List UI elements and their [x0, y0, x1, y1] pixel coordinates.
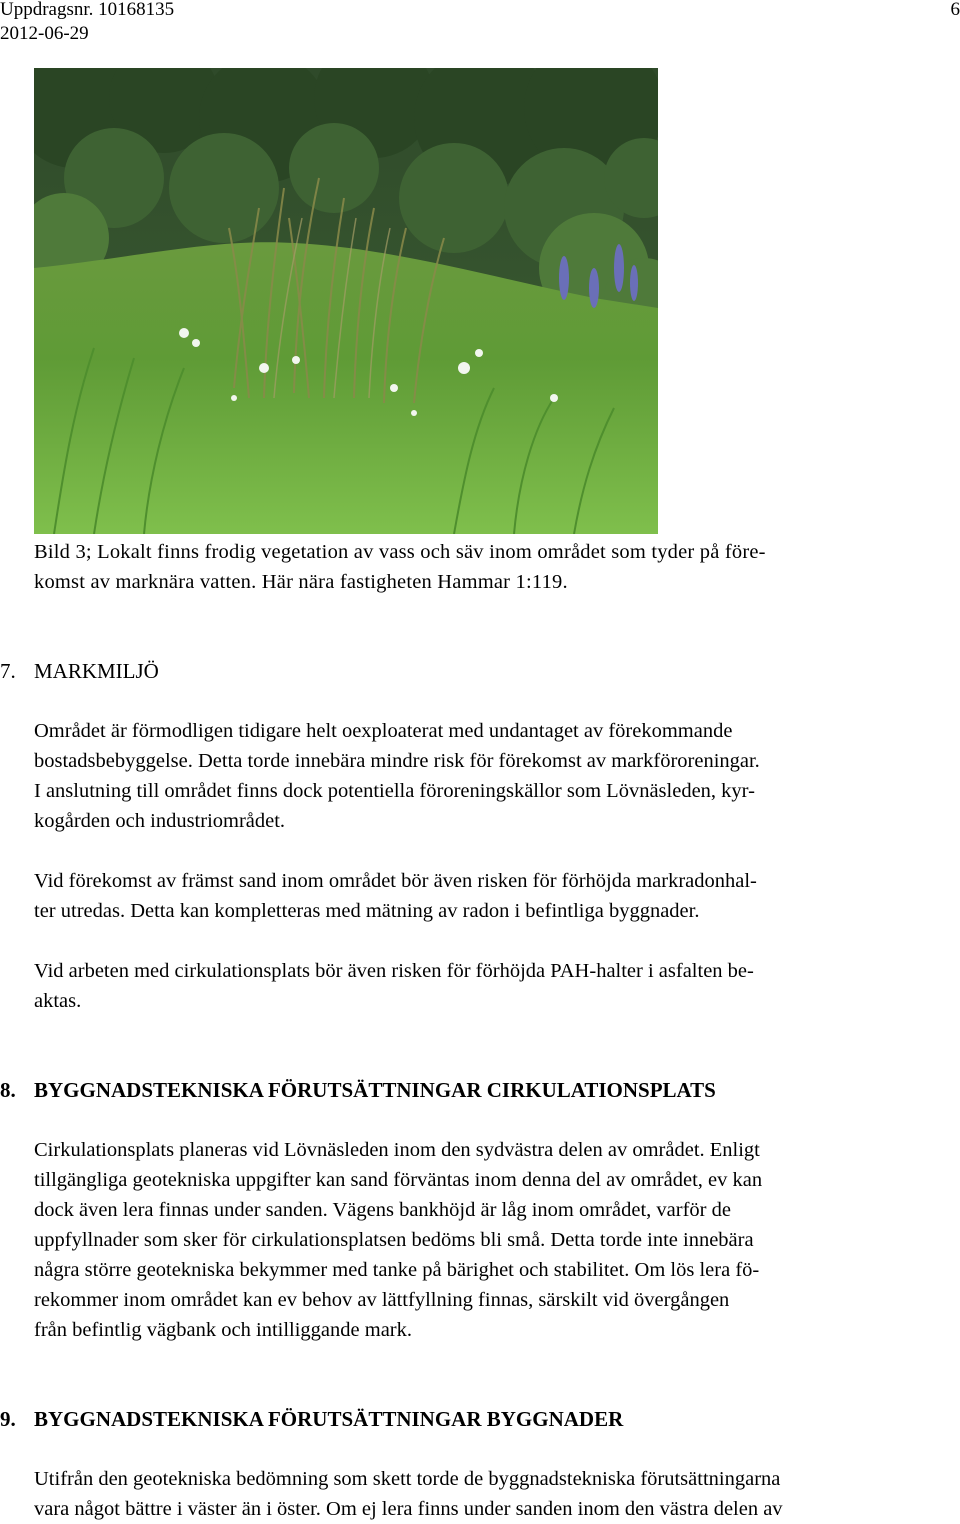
assignment-number: Uppdragsnr. 10168135 [0, 0, 174, 22]
section-8-title: BYGGNADSTEKNISKA FÖRUTSÄTTNINGAR CIRKULATIONSPLATS [34, 1078, 716, 1102]
section-7-para2-line-1: Vid förekomst av främst sand inom området bör även risken för förhöjda markradonhal- [34, 866, 757, 896]
section-7-para1-line-4: kogården och industriområdet. [34, 806, 285, 836]
section-9-title: BYGGNADSTEKNISKA FÖRUTSÄTTNINGAR BYGGNADER [34, 1407, 623, 1431]
section-8-number: 8. [0, 1075, 34, 1105]
section-7-para2-line-2: ter utredas. Detta kan kompletteras med mätning av radon i befintliga byggnader. [34, 896, 699, 926]
section-8-para-line-7: från befintlig vägbank och intilliggande mark. [34, 1315, 412, 1345]
section-8-para-line-5: några större geotekniska bekymmer med tanke på bärighet och stabilitet. Om lös lera fö- [34, 1255, 759, 1285]
section-7-para3-line-1: Vid arbeten med cirkulationsplats bör även risken för förhöjda PAH-halter i asfalten be- [34, 956, 754, 986]
section-7-para1-line-3: I anslutning till området finns dock potentiella föroreningskällor som Lövnäsleden, kyr- [34, 776, 755, 806]
section-7-para1-line-1: Området är förmodligen tidigare helt oexploaterat med undantaget av förekommande [34, 716, 732, 746]
section-9-heading [0, 1404, 623, 1434]
section-7-heading [0, 656, 159, 686]
section-9-para-line-2: vara något bättre i väster än i öster. Om ej lera finns under sanden inom den västra delen av [34, 1494, 783, 1524]
figure-caption-line-2: komst av marknära vatten. Här nära fastigheten Hammar 1:119. [34, 567, 568, 597]
section-8-para-line-6: rekommer inom området kan ev behov av lättfyllning finnas, särskilt vid övergången [34, 1285, 729, 1315]
section-7-number: 7. [0, 656, 34, 686]
section-8-heading [0, 1075, 716, 1105]
page-number: 6 [951, 0, 960, 22]
section-8-para-line-2: tillgängliga geotekniska uppgifter kan sand förväntas inom denna del av området, ev kan [34, 1165, 762, 1195]
section-9-para-line-1: Utifrån den geotekniska bedömning som skett torde de byggnadstekniska förutsättningarna [34, 1464, 780, 1494]
document-date: 2012-06-29 [0, 22, 89, 46]
section-9-number: 9. [0, 1404, 34, 1434]
section-7-para3-line-2: aktas. [34, 986, 81, 1016]
figure-caption-line-1: Bild 3; Lokalt finns frodig vegetation av vass och säv inom området som tyder på före- [34, 537, 766, 567]
section-8-para-line-1: Cirkulationsplats planeras vid Lövnäsleden inom den sydvästra delen av området. Enligt [34, 1135, 760, 1165]
section-8-para-line-4: uppfyllnader som sker för cirkulationsplatsen bedöms bli små. Detta torde inte innebära [34, 1225, 754, 1255]
section-8-para-line-3: dock även lera finnas under sanden. Vägens bankhöjd är låg inom området, varför de [34, 1195, 731, 1225]
vegetation-photo [34, 68, 658, 534]
section-7-title: MARKMILJÖ [34, 659, 159, 683]
section-7-para1-line-2: bostadsbebyggelse. Detta torde innebära mindre risk för förekomst av markföroreningar. [34, 746, 760, 776]
